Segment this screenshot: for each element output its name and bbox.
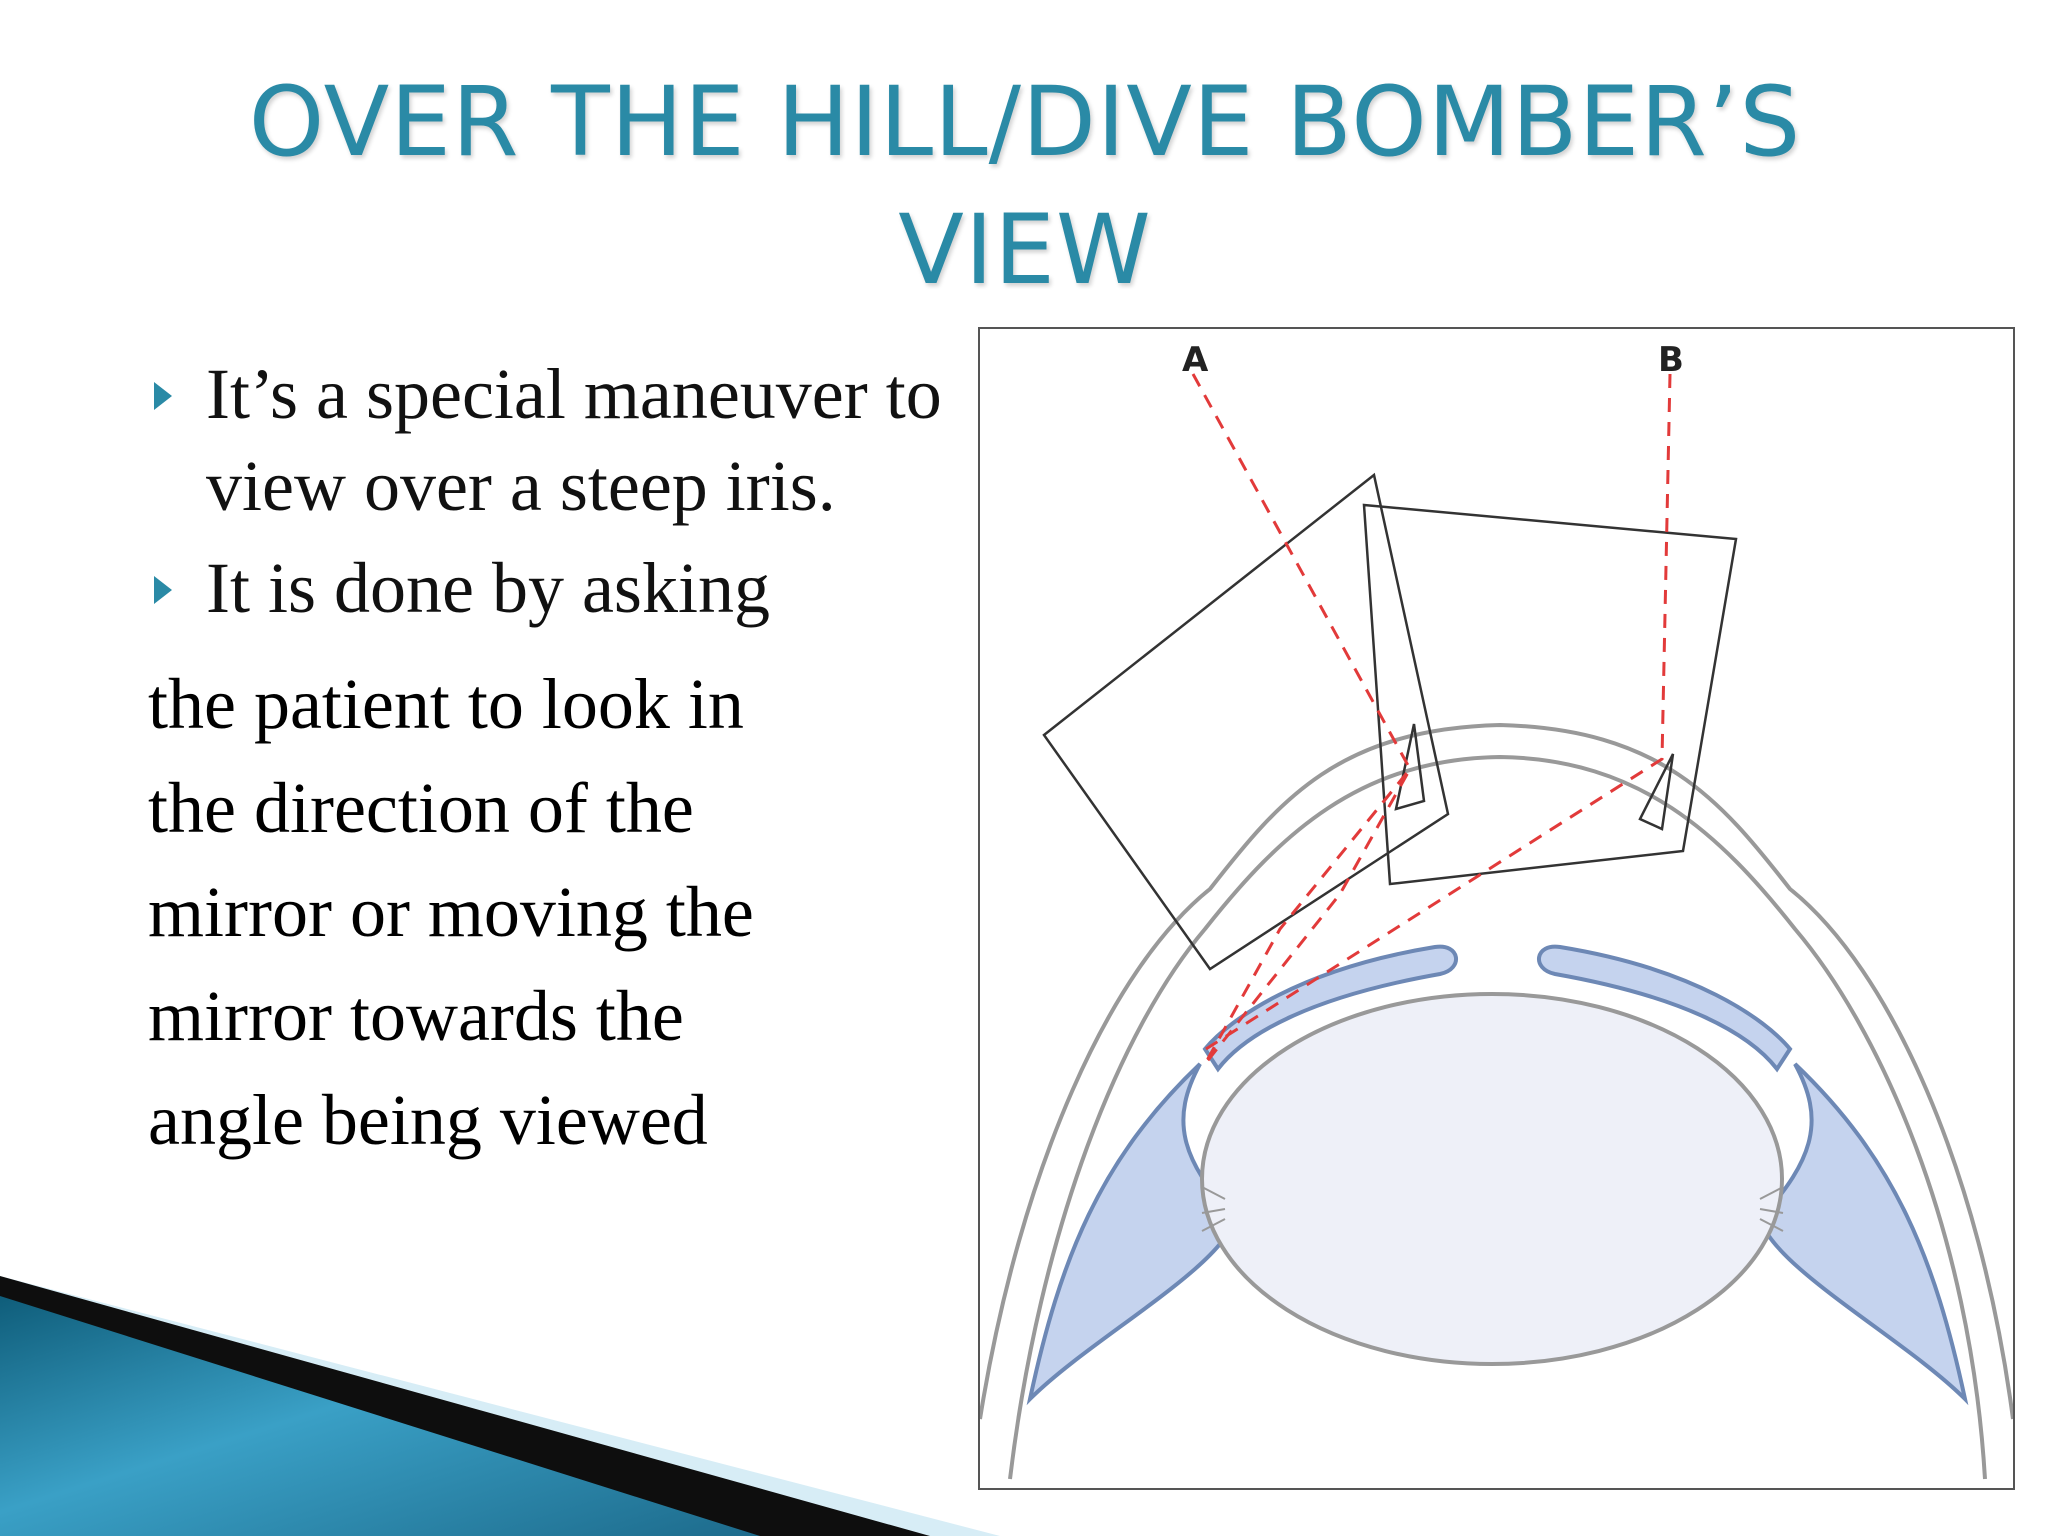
- label-b: B: [1658, 340, 1684, 380]
- continuation-line: mirror or moving the: [148, 872, 754, 952]
- bullet-text: It’s a special maneuver to view over a steep iris.: [206, 354, 942, 526]
- bullet-continuation: [148, 652, 754, 1172]
- diagram-svg: [980, 329, 2013, 1488]
- swoosh-blue: [0, 1296, 760, 1536]
- title-line-1: OVER THE HILL/DIVE BOMBER’S: [248, 66, 1802, 178]
- gonioscopy-diagram: [978, 327, 2015, 1490]
- bullet-text: It is done by asking: [206, 548, 770, 628]
- lens: [1202, 994, 1782, 1364]
- ciliary-body-right: [1760, 1064, 1965, 1399]
- label-a: A: [1182, 340, 1209, 380]
- continuation-line: the patient to look in: [148, 664, 744, 744]
- bullet-item: [148, 348, 988, 532]
- continuation-line: mirror towards the: [148, 976, 684, 1056]
- continuation-line: angle being viewed: [148, 1080, 708, 1160]
- title-line-2: VIEW: [898, 194, 1152, 306]
- decorative-corner-swoosh: [0, 1276, 1000, 1536]
- triangle-right-icon: [154, 576, 172, 604]
- continuation-line: the direction of the: [148, 768, 694, 848]
- triangle-right-icon: [154, 382, 172, 410]
- bullet-item: [148, 542, 988, 634]
- gonio-lens-b: [1364, 505, 1736, 884]
- gonio-lens-a: [1044, 475, 1448, 969]
- slide-title: [100, 58, 1950, 314]
- bullet-list: [148, 348, 988, 634]
